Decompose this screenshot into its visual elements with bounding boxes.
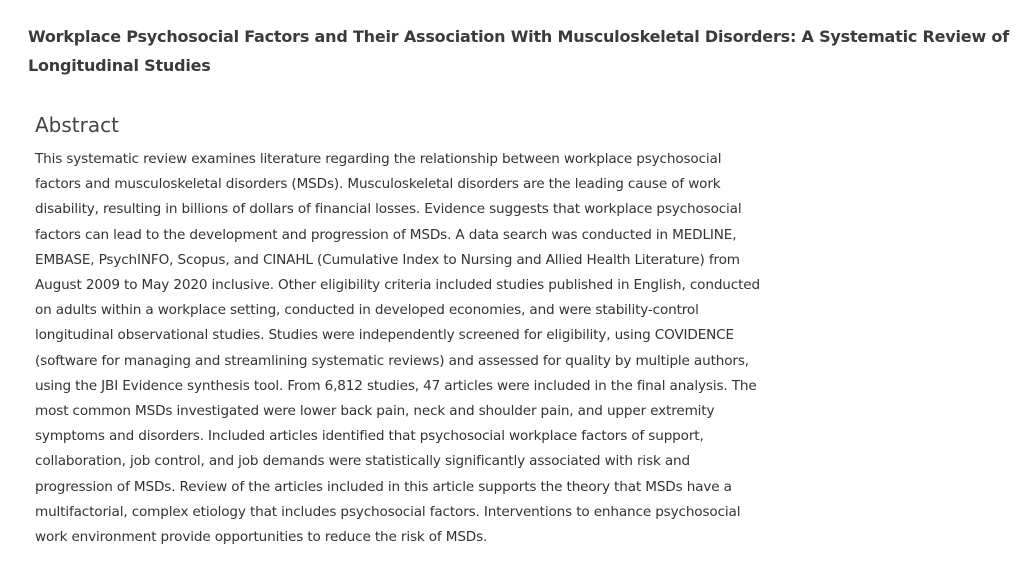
abstract-heading: Abstract [35, 113, 119, 137]
article-title: Workplace Psychosocial Factors and Their Association With Musculoskeletal Disorders: A Systematic Review of Longitudinal Studies [28, 27, 1009, 75]
abstract-body: This systematic review examines literature regarding the relationship between workplace psychosocial factors and musculoskeletal disorders (MSDs). Musculoskeletal disorders are the leading cause of work disability, resulting in billions of dollars of financial losses. Evidence suggests that workplace psychosocial factors can lead to the development and progression of MSDs. A data search was conducted in MEDLINE, EMBASE, PsychINFO, Scopus, and CINAHL (Cumulative Index to Nursing and Allied Health Literature) from August 2009 to May 2020 inclusive. Other eligibility criteria included studies published in English, conducted on adults within a workplace setting, conducted in developed economies, and were stability-control longitudinal observational studies. Studies were independently screened for eligibility, using COVIDENCE (software for managing and streamlining systematic reviews) and assessed for quality by multiple authors, using the JBI Evidence synthesis tool. From 6,812 studies, 47 articles were included in the final analysis. The most common MSDs investigated were lower back pain, neck and shoulder pain, and upper extremity symptoms and disorders. Included articles identified that psychosocial workplace factors of support, collaboration, job control, and job demands were statistically significantly associated with risk and progression of MSDs. Review of the articles included in this article supports the theory that MSDs have a multifactorial, complex etiology that includes psychosocial factors. Interventions to enhance psychosocial work environment provide opportunities to reduce the risk of MSDs. [35, 151, 760, 546]
abstract-section [35, 112, 765, 550]
